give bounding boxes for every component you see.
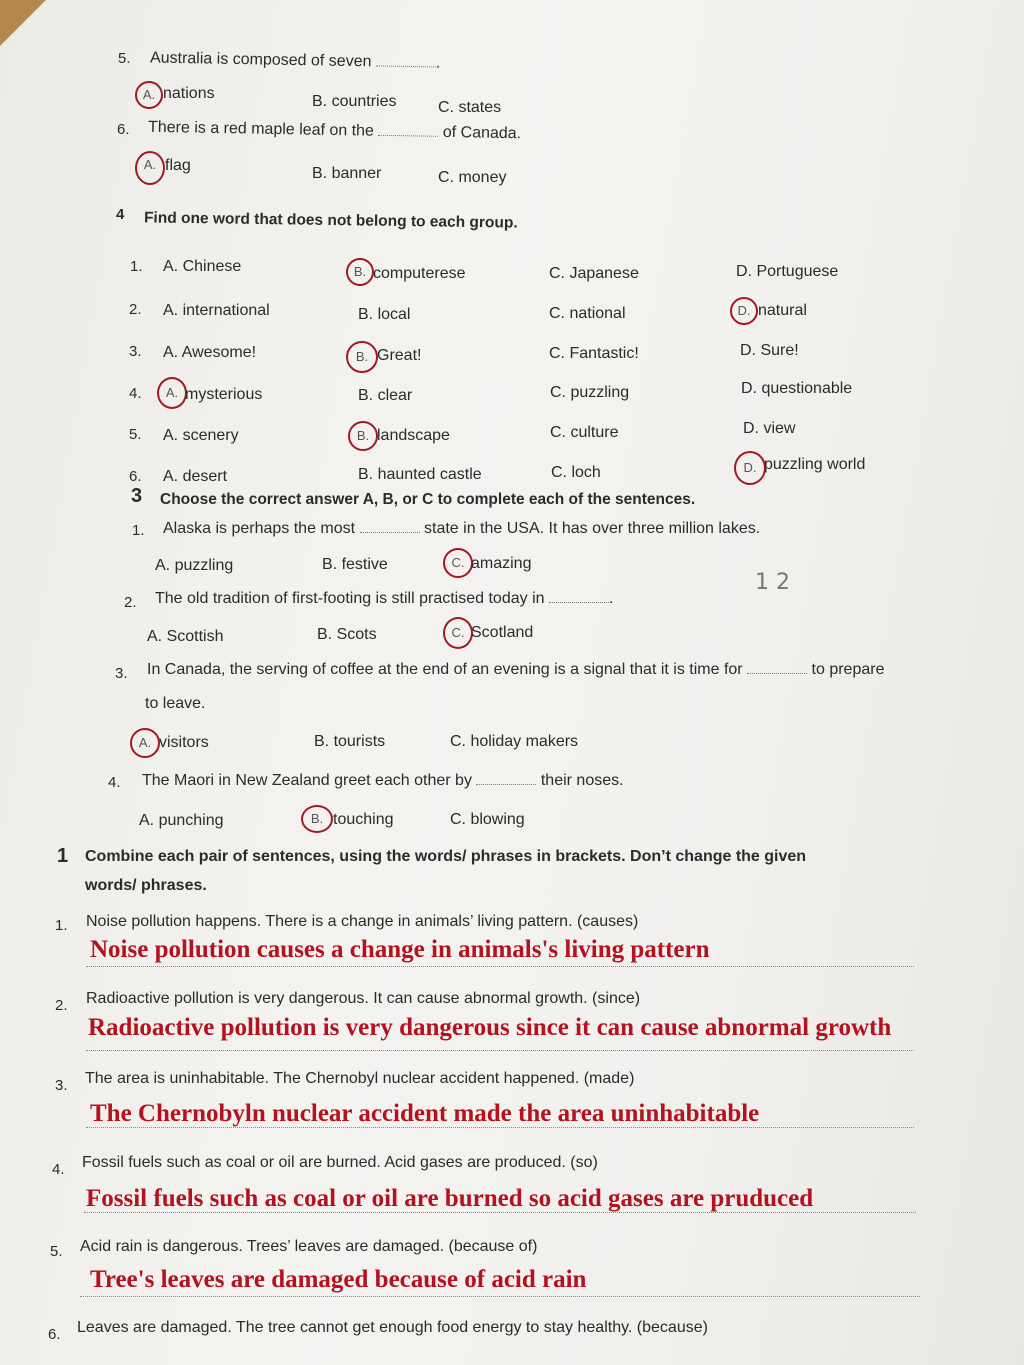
handwritten-answer: Noise pollution causes a change in animals's living pattern: [90, 936, 710, 963]
answer-line: [80, 1296, 920, 1297]
question-text: The Maori in New Zealand greet each other by their noses.: [142, 772, 624, 789]
handwritten-answer: Tree's leaves are damaged because of acid rain: [90, 1266, 587, 1293]
row-number: 2.: [129, 301, 142, 318]
option-c: C. national: [549, 305, 626, 322]
answer-circle: D.: [734, 451, 766, 485]
option-a: A. international: [163, 302, 270, 319]
question-text: There is a red maple leaf on the of Canada.: [147, 118, 522, 143]
option-a: A. scenery: [163, 427, 239, 444]
option-b: landscape: [377, 427, 450, 444]
option-c: C. loch: [551, 464, 601, 481]
option-b: B. local: [358, 306, 411, 323]
section-title: Choose the correct answer A, B, or C to complete each of the sentences.: [160, 491, 696, 508]
answer-line: [86, 966, 914, 967]
row-number: 3.: [129, 343, 142, 360]
answer-line: [84, 1212, 916, 1213]
option-a: flag: [165, 157, 191, 174]
option-c: Scotland: [471, 624, 534, 641]
question-number: 1.: [132, 522, 145, 539]
question-text: In Canada, the serving of coffee at the end of an evening is a signal that it is time for to prepare: [147, 661, 885, 678]
question-number: 3.: [115, 665, 128, 682]
item-prompt: Noise pollution happens. There is a change in animals’ living pattern. (causes): [86, 913, 639, 930]
section-title-line2: words/ phrases.: [85, 877, 207, 894]
option-b: B. festive: [322, 556, 388, 573]
item-number: 3.: [55, 1077, 68, 1094]
question-number: 2.: [124, 594, 137, 611]
option-b: B. countries: [312, 93, 397, 110]
option-b: computerese: [373, 265, 466, 282]
item-number: 5.: [50, 1243, 63, 1260]
item-prompt: Leaves are damaged. The tree cannot get enough food energy to stay healthy. (because): [77, 1319, 708, 1336]
option-b: B. Scots: [317, 626, 377, 643]
option-b: B. haunted castle: [358, 466, 482, 483]
item-number: 4.: [52, 1161, 65, 1178]
option-a: A. Chinese: [163, 258, 242, 275]
item-number: 6.: [48, 1326, 61, 1343]
row-number: 4.: [129, 385, 142, 402]
option-a: A. Awesome!: [163, 344, 257, 361]
option-c: C. culture: [550, 424, 619, 441]
option-a: visitors: [159, 734, 209, 751]
question-number: 6.: [117, 121, 130, 138]
question-text: The old tradition of first-footing is still practised today in .: [155, 590, 614, 607]
answer-circle: A.: [130, 728, 160, 758]
section-title: Find one word that does not belong to each group.: [143, 209, 518, 232]
option-c: C. Fantastic!: [549, 345, 639, 362]
option-c: C. holiday makers: [450, 733, 579, 750]
answer-line: [86, 1050, 914, 1051]
answer-circle: A.: [135, 81, 163, 109]
question-number: 4.: [108, 774, 121, 791]
question-number: 5.: [118, 50, 131, 67]
handwritten-answer: The Chernobyln nuclear accident made the area uninhabitable: [90, 1100, 760, 1127]
option-d: D. questionable: [741, 380, 853, 397]
option-a: A. Scottish: [147, 628, 224, 645]
answer-circle: C.: [443, 617, 473, 649]
option-b: B. clear: [358, 387, 413, 404]
margin-score-mark: 1 2: [755, 570, 790, 595]
question-text-line2: to leave.: [145, 695, 206, 712]
option-b: B. tourists: [314, 733, 386, 750]
question-text: Alaska is perhaps the most state in the USA. It has over three million lakes.: [163, 520, 761, 537]
option-a: A. punching: [139, 812, 224, 829]
handwritten-answer: Fossil fuels such as coal or oil are burned so acid gases are pruduced: [86, 1185, 814, 1212]
option-d: natural: [758, 302, 807, 319]
question-text: Australia is composed of seven .: [149, 49, 441, 72]
answer-circle: B.: [346, 258, 374, 286]
answer-circle: A.: [135, 151, 165, 185]
option-c: C. Japanese: [549, 265, 639, 282]
option-a: A. puzzling: [155, 557, 234, 574]
section-marker: 3: [131, 485, 143, 507]
item-prompt: Acid rain is dangerous. Trees’ leaves are damaged. (because of): [80, 1238, 538, 1255]
option-a: nations: [163, 85, 215, 102]
answer-circle: C.: [443, 548, 473, 578]
option-b: Great!: [377, 347, 422, 364]
row-number: 1.: [130, 258, 143, 275]
option-b: B. banner: [312, 165, 382, 182]
section-marker: 1: [57, 845, 69, 867]
answer-circle: D.: [730, 297, 758, 325]
item-prompt: The area is uninhabitable. The Chernobyl nuclear accident happened. (made): [85, 1070, 635, 1087]
option-c: C. states: [438, 99, 502, 116]
item-prompt: Fossil fuels such as coal or oil are burned. Acid gases are produced. (so): [82, 1154, 598, 1171]
row-number: 6.: [129, 468, 142, 485]
answer-circle: B.: [348, 421, 378, 451]
item-prompt: Radioactive pollution is very dangerous. It can cause abnormal growth. (since): [86, 990, 641, 1007]
option-a: A. desert: [163, 468, 228, 485]
option-a: mysterious: [185, 386, 263, 403]
item-number: 2.: [55, 997, 68, 1014]
page-corner-shadow: [0, 0, 46, 46]
option-d: D. Sure!: [740, 342, 799, 359]
handwritten-answer: Radioactive pollution is very dangerous since it can cause abnormal growth: [88, 1014, 892, 1041]
option-d: D. Portuguese: [736, 263, 839, 280]
section-marker: 4: [116, 206, 125, 223]
option-d: D. view: [743, 420, 796, 437]
answer-circle: A.: [157, 377, 187, 409]
answer-line: [86, 1127, 914, 1128]
option-c: C. puzzling: [550, 384, 630, 401]
option-b: touching: [333, 811, 394, 828]
row-number: 5.: [129, 426, 142, 443]
option-c: C. blowing: [450, 811, 525, 828]
option-c: C. money: [438, 169, 507, 186]
answer-circle: B.: [346, 341, 378, 373]
item-number: 1.: [55, 917, 68, 934]
option-d: puzzling world: [764, 456, 866, 473]
option-c: amazing: [471, 555, 532, 572]
section-title: Combine each pair of sentences, using the words/ phrases in brackets. Don’t change the given: [85, 848, 807, 865]
answer-circle: B.: [301, 805, 333, 833]
